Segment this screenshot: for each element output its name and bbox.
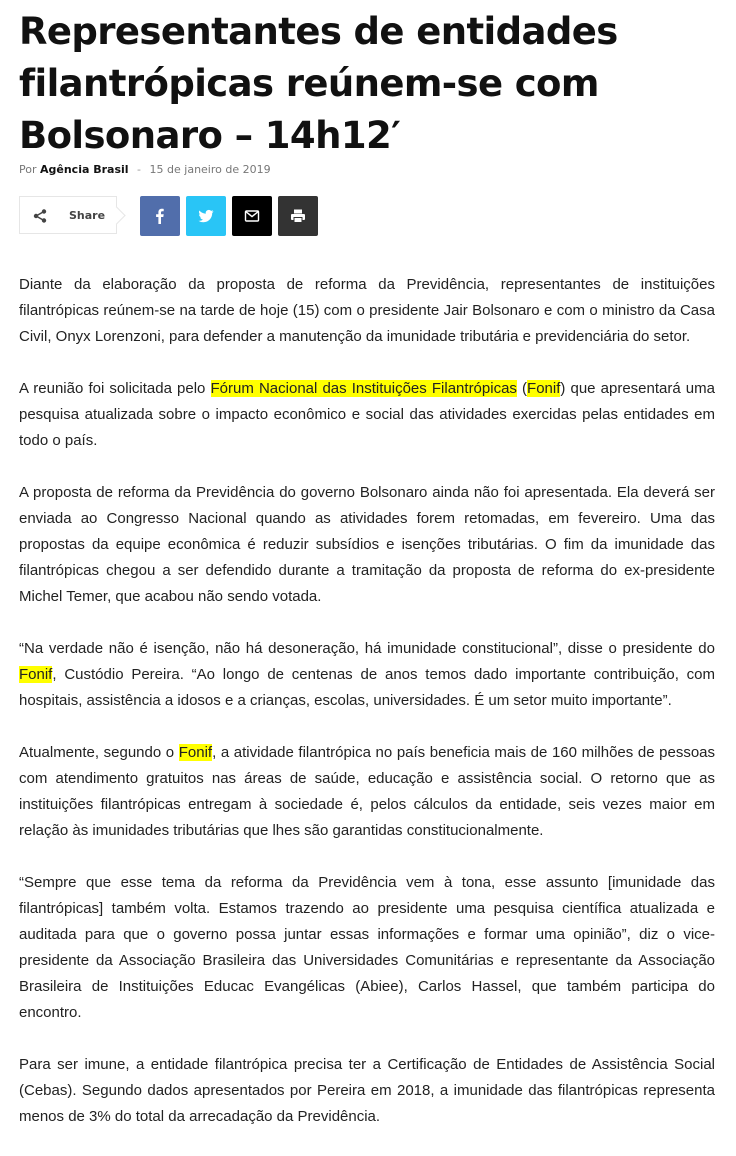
email-icon — [244, 208, 260, 224]
paragraph-text: , a atividade filantrópica no país beneficia mais de 160 milhões de pessoas com atendimento gratuitos nas áreas de saúde, educação e assistência social. O retorno que as instituições filantrópicas entregam à sociedade é, pelos cálculos da entidade, seis vezes maior em relação às imunidades tributárias que lhes são garantidas constitucionalmente. — [19, 744, 715, 839]
email-share-button[interactable] — [232, 196, 272, 236]
article-date: 15 de janeiro de 2019 — [149, 163, 271, 176]
paragraph-5 — [19, 740, 715, 844]
paragraph-text: “Na verdade não é isenção, não há desoneração, há imunidade constitucional”, disse o presidente do — [19, 640, 715, 657]
print-button[interactable] — [278, 196, 318, 236]
paragraph-7: Para ser imune, a entidade filantrópica precisa ter a Certificação de Entidades de Assistência Social (Cebas). Segundo dados apresentados por Pereira em 2018, a imunidade das filantrópicas representa menos de 3% do total da arrecadação da Previdência. — [19, 1056, 715, 1125]
article-title: Representantes de entidades filantrópicas reúnem-se com Bolsonaro – 14h12′ — [19, 10, 618, 157]
share-label: Share — [69, 209, 106, 222]
share-button[interactable] — [19, 196, 117, 234]
paragraph-2 — [19, 376, 715, 454]
fonif-link[interactable]: Fonif — [527, 380, 561, 397]
article-meta — [19, 163, 271, 176]
facebook-share-button[interactable] — [140, 196, 180, 236]
paragraph-text: ) que apresentará uma pesquisa atualizada sobre o impacto econômico e social das atividades exercidas pelas entidades em todo o país. — [19, 380, 715, 449]
fonif-link[interactable]: Fonif — [178, 744, 213, 761]
paragraph-4 — [19, 636, 715, 714]
author-link[interactable]: Agência Brasil — [40, 163, 129, 176]
paragraph-3: A proposta de reforma da Previdência do governo Bolsonaro ainda não foi apresentada. Ela deverá ser enviada ao Congresso Nacional quando as atividades forem retomadas, em fevereiro. Uma das propostas da equipe econômica é reduzir subsídios e isenções tributárias. O fim da imunidade das filantrópicas chegou a ser defendido durante a tramitação da proposta de reforma do ex-presidente Michel Temer, que acabou não sendo votada. — [19, 484, 715, 605]
forum-link[interactable]: Fórum Nacional das Instituições Filantrópicas — [210, 380, 517, 397]
paragraph-text: , Custódio Pereira. “Ao longo de centenas de anos temos dado importante contribuição, com hospitais, assistência a idosos e a crianças, escolas, universidades. É um setor muito importante”. — [19, 666, 715, 709]
facebook-icon — [152, 208, 168, 224]
meta-separator: - — [137, 163, 142, 176]
twitter-share-button[interactable] — [186, 196, 226, 236]
twitter-icon — [198, 208, 214, 224]
share-icon — [32, 208, 48, 224]
paragraph-text: A reunião foi solicitada pelo — [19, 380, 211, 397]
article-body — [19, 272, 715, 1156]
print-icon — [290, 208, 306, 224]
fonif-link[interactable]: Fonif — [19, 666, 53, 683]
paragraph-text: ( — [516, 380, 528, 397]
by-label: Por — [19, 163, 37, 176]
paragraph-6: “Sempre que esse tema da reforma da Previdência vem à tona, esse assunto [imunidade das filantrópicas] também volta. Estamos trazendo ao presidente uma pesquisa científica atualizada e auditada para que o governo possa juntar essas informações e formar uma opinião”, diz o vice-presidente da Associação Brasileira das Universidades Comunitárias e representante da Associação Brasileira de Instituições Educac Evangélicas (Abiee), Carlos Hassel, que também participa do encontro. — [19, 874, 715, 1021]
paragraph-text: Atualmente, segundo o — [19, 744, 179, 761]
paragraph-1: Diante da elaboração da proposta de reforma da Previdência, representantes de instituições filantrópicas reúnem-se na tarde de hoje (15) com o presidente Jair Bolsonaro e com o ministro da Casa Civil, Onyx Lorenzoni, para defender a manutenção da imunidade tributária e previdenciária do setor. — [19, 276, 715, 345]
